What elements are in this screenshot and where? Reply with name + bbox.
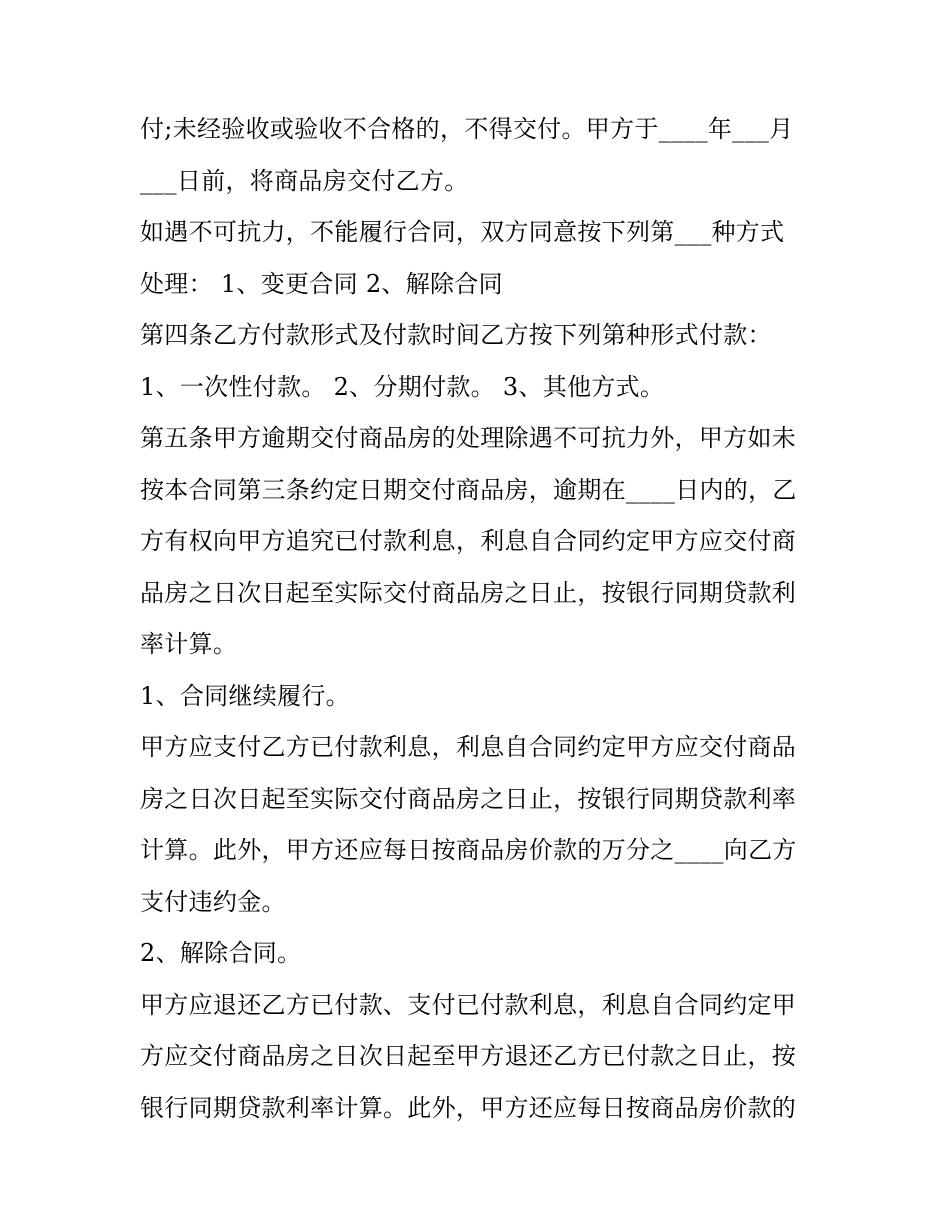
text-line: 房之日次日起至实际交付商品房之日止，按银行同期贷款利率: [140, 784, 797, 813]
text-line: 付;未经验收或验收不合格的，不得交付。甲方于____年___月: [140, 115, 794, 143]
text-line: 方有权向甲方追究已付款利息，利息自合同约定甲方应交付商: [140, 527, 797, 555]
text-line: 按本合同第三条约定日期交付商品房，逾期在____日内的，乙: [140, 475, 797, 504]
text-line: 甲方应支付乙方已付款利息，利息自合同约定甲方应交付商品: [140, 733, 797, 761]
text-line: 品房之日次日起至实际交付商品房之日止，按银行同期贷款利: [140, 578, 797, 607]
contract-text-body: [140, 104, 820, 1134]
text-line: 率计算。: [140, 630, 238, 658]
text-line: 1、一次性付款。 2、分期付款。 3、其他方式。: [140, 372, 665, 401]
text-line: 方应交付商品房之日次日起至甲方退还乙方已付款之日止，按: [140, 1042, 797, 1070]
text-line: 支付违约金。: [140, 887, 286, 916]
text-line: 甲方应退还乙方已付款、支付已付款利息，利息自合同约定甲: [140, 990, 797, 1019]
text-line: 处理： 1、变更合同 2、解除合同: [140, 269, 503, 298]
text-line: 2、解除合同。: [140, 939, 302, 967]
text-line: 计算。此外，甲方还应每日按商品房价款的万分之____向乙方: [140, 836, 797, 864]
text-line: ___日前，将商品房交付乙方。: [140, 166, 469, 195]
text-line: 第四条乙方付款形式及付款时间乙方按下列第种形式付款：: [140, 321, 772, 349]
text-line: 如遇不可抗力，不能履行合同，双方同意按下列第___种方式: [140, 218, 785, 246]
text-line: 1、合同继续履行。: [140, 681, 350, 710]
text-line: 银行同期贷款利率计算。此外，甲方还应每日按商品房价款的: [140, 1093, 797, 1122]
text-line: 第五条甲方逾期交付商品房的处理除遇不可抗力外，甲方如未: [140, 424, 797, 452]
